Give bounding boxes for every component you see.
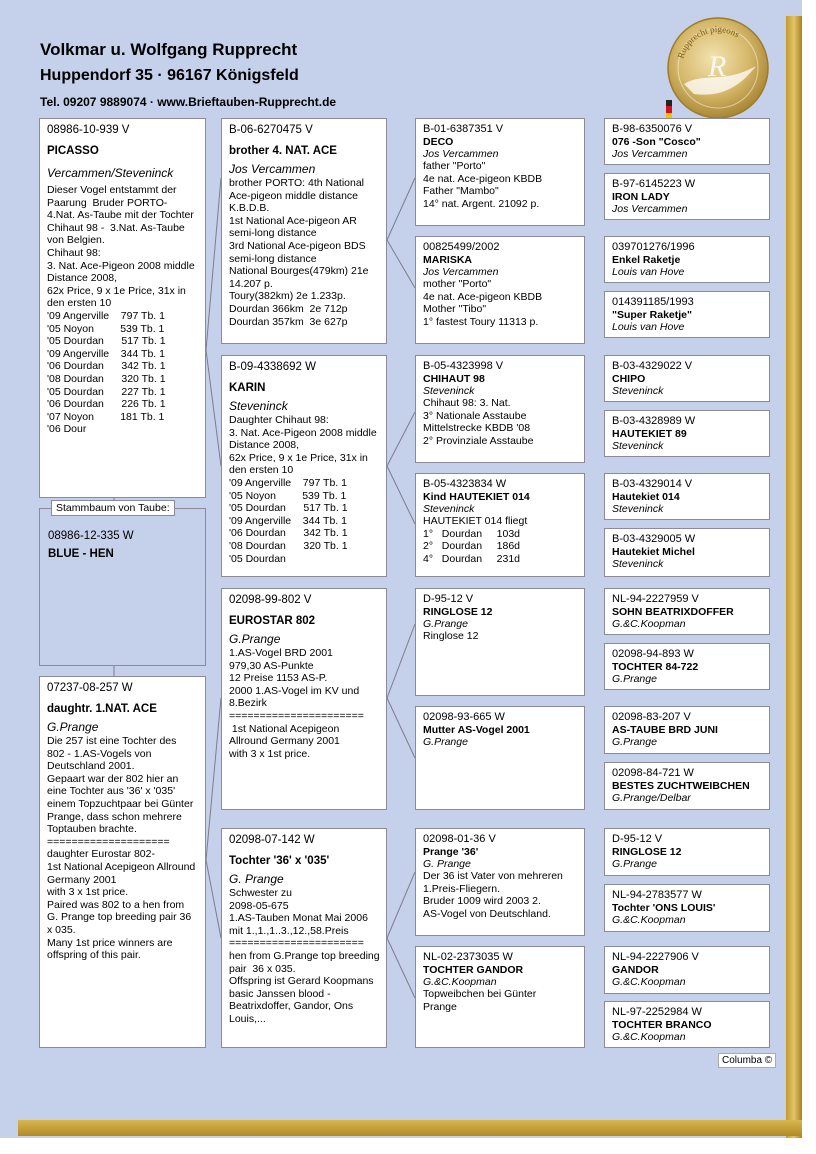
pedigree-of-hen-label: Stammbaum von Taube: [51,500,175,516]
breeder-name: G.Prange [612,858,657,870]
logo-initial: R [708,50,727,83]
breeder-name: Steveninck [423,385,475,397]
breeder-name: G. Prange [423,858,471,870]
bird-name: CHIHAUT 98 [423,373,485,385]
copyright-label: Columba © [718,1053,776,1068]
ring-number: 02098-94-893 W [612,648,694,660]
bird-name: TOCHTER BRANCO [612,1019,712,1031]
ring-number: B-01-6387351 V [423,123,504,135]
bird-name: brother 4. NAT. ACE [229,145,337,157]
breeder-name: Vercammen/Steveninck [47,166,174,180]
loft-owner-title: Volkmar u. Wolfgang Rupprecht [40,40,298,59]
pedigree-gen2-bird[interactable] [221,828,387,1048]
breeder-name: Steveninck [612,385,664,397]
ring-number: 07237-08-257 W [47,682,133,694]
ring-number: B-05-4323834 W [423,478,507,490]
bird-name: daughtr. 1.NAT. ACE [47,703,157,715]
pedigree-gen2-bird[interactable] [221,355,387,577]
bird-description: Dieser Vogel entstammt der Paarung Bruder PORTO- 4.Nat. As-Taube mit der Tochter Chihaut 98 - 3.Nat. As-Taube von Belgien. Chihaut 98: 3. Nat. Ace-Pigeon 2008 middle Distance 2008, 62x Price, 9 x 1e Price, 31x in den ersten 10 '09 Angerville 797 Tb. 1 '05 Noyon 539 Tb. 1 '05 Dourdan 517 Tb. 1 '09 Angerville 344 Tb. 1 '06 Dourdan 342 Tb. 1 '08 Dourdan 320 Tb. 1 '05 Dourdan 227 Tb. 1 '06 Dourdan 226 Tb. 1 '07 Noyon 181 Tb. 1 '06 Dour [47,184,195,436]
ring-number: D-95-12 V [423,593,474,605]
ring-number: 02098-83-207 V [612,711,691,723]
pedigree-gen4-bird[interactable] [604,946,770,994]
breeder-name: G.&C.Koopman [423,976,497,988]
pedigree-main-bird[interactable] [39,118,206,498]
pedigree-gen3-bird[interactable] [415,473,585,577]
pedigree-gen4-bird[interactable] [604,528,770,577]
pedigree-gen4-bird[interactable] [604,643,770,690]
bird-name: Tochter 'ONS LOUIS' [612,902,716,914]
breeder-name: G.Prange [612,673,657,685]
bird-name: Hautekiet Michel [612,546,695,558]
breeder-name: G.Prange/Delbar [612,792,691,804]
bird-description: Chihaut 98: 3. Nat. 3° Nationale Asstaube Mittelstrecke KBDB '08 2° Provinziale Asstaube [423,397,534,447]
bird-description: 1.AS-Vogel BRD 2001 979,30 AS-Punkte 12 Preise 1153 AS-P. 2000 1.AS-Vogel im KV und 8.Bezirk ====================== 1st National Acepigeon Allround Germany 2001 with 3 x 1st price. [229,647,364,760]
bird-name: Enkel Raketje [612,254,681,266]
breeder-name: G.&C.Koopman [612,618,686,630]
ring-number: D-95-12 V [612,833,663,845]
ring-number: 00825499/2002 [423,241,500,253]
breeder-name: G.&C.Koopman [612,914,686,926]
bird-name: Hautekiet 014 [612,491,680,503]
bird-description: Daughter Chihaut 98: 3. Nat. Ace-Pigeon 2008 middle Distance 2008, 62x Price, 9 x 1e Price, 31x in den ersten 10 '09 Angerville 797 Tb. 1 '05 Noyon 539 Tb. 1 '05 Dourdan 517 Tb. 1 '09 Angerville 344 Tb. 1 '06 Dourdan 342 Tb. 1 '08 Dourdan 320 Tb. 1 '05 Dourdan [229,414,377,565]
pedigree-gen4-bird[interactable] [604,355,770,402]
pedigree-gen4-bird[interactable] [604,291,770,338]
bird-name: PICASSO [47,145,99,157]
ring-number: 02098-93-665 W [423,711,505,723]
ring-number: 02098-01-36 V [423,833,496,845]
bird-name: CHIPO [612,373,646,385]
breeder-name: G.Prange [423,618,468,630]
pedigree-gen4-bird[interactable] [604,884,770,932]
pedigree-gen4-bird[interactable] [604,1001,770,1048]
breeder-name: Jos Vercammen [423,148,499,160]
breeder-name: Jos Vercammen [612,203,688,215]
pedigree-gen2-bird[interactable] [221,118,387,344]
ring-number: 08986-12-335 W [48,530,134,542]
bird-description: HAUTEKIET 014 fliegt 1° Dourdan 103d 2° Dourdan 186d 4° Dourdan 231d [423,515,528,565]
logo-text: Rupprecht pigeons [675,23,742,60]
ring-number: NL-02-2373035 W [423,951,513,963]
bird-description: father "Porto" 4e nat. Ace-pigeon KBDB Father "Mambo" 14° nat. Argent. 21092 p. [423,160,543,210]
breeder-name: Louis van Hove [612,321,685,333]
bird-description: Die 257 ist eine Tochter des 802 - 1.AS-Vogels von Deutschland 2001. Gepaart war der 802 hier an eine Tochter aus '36' x '035' einem Topzuchtpaar bei Günter Prange, dass schon mehrere Toptauben brachte. ==================== daughter Eurostar 802- 1st National Acepigeon Allround Germany 2001 with 3 x 1st price. Paired was 802 to a hen from G. Prange top breeding pair 36 x 035. Many 1st price winners are offspring of this pair. [47,735,196,962]
bird-name: TOCHTER GANDOR [423,964,524,976]
bird-description: Topweibchen bei Günter Prange [423,988,537,1013]
bird-name: KARIN [229,382,266,394]
breeder-name: Jos Vercammen [423,266,499,278]
bird-description: Schwester zu 2098-05-675 1.AS-Tauben Monat Mai 2006 mit 1.,1.,1..3.,12.,58.Preis ====================== hen from G.Prange top breeding pair 36 x 035. Offspring ist Gerard Koopmans basic Janssen blood - Beatrixdoffer, Gandor, Ons Louis,... [229,887,380,1025]
breeder-name: Jos Vercammen [612,148,688,160]
ring-number: NL-94-2783577 W [612,889,702,901]
pedigree-gen2-bird[interactable] [221,588,387,810]
pedigree-gen3-bird[interactable] [415,355,585,463]
bird-name: AS-TAUBE BRD JUNI [612,724,718,736]
bird-name: SOHN BEATRIXDOFFER [612,606,734,618]
bird-name: "Super Raketje" [612,309,692,321]
pedigree-gen4-bird[interactable] [604,473,770,520]
ring-number: B-03-4329014 V [612,478,693,490]
bird-name: RINGLOSE 12 [423,606,493,618]
pedigree-gen4-bird[interactable] [604,236,770,283]
bird-name: TOCHTER 84-722 [612,661,699,673]
bird-description: mother "Porto" 4e nat. Ace-pigeon KBDB Mother "Tibo" 1° fastest Toury 11313 p. [423,278,543,328]
ring-number: B-05-4323998 V [423,360,504,372]
pedigree-gen3-bird[interactable] [415,588,585,696]
ring-number: 02098-07-142 W [229,834,315,846]
bird-name: EUROSTAR 802 [229,615,316,627]
bird-name: GANDOR [612,964,659,976]
pedigree-gen3-bird[interactable] [415,118,585,226]
bird-description: brother PORTO: 4th National Ace-pigeon middle distance K.B.D.B. 1st National Ace-pigeon AR semi-long distance 3rd National Ace-pigeon BDS semi-long distance National Bourges(479km) 21e 14.207 p. Toury(382km) 2e 1.233p. Dourdan 366km 2e 712p Dourdan 357km 3e 627p [229,177,369,328]
pedigree-gen3-bird[interactable] [415,706,585,810]
ring-number: NL-94-2227959 V [612,593,699,605]
pedigree-gen4-bird[interactable] [604,173,770,220]
bird-name: BESTES ZUCHTWEIBCHEN [612,780,750,792]
ring-number: B-06-6270475 V [229,124,313,136]
ring-number: 08986-10-939 V [47,124,130,136]
breeder-name: G.Prange [229,632,281,646]
bird-name: MARISKA [423,254,472,266]
ring-number: B-03-4329022 V [612,360,693,372]
breeder-name: G.Prange [47,720,99,734]
breeder-name: Steveninck [229,399,288,413]
bird-name: BLUE - HEN [48,548,114,560]
ring-number: B-97-6145223 W [612,178,696,190]
breeder-name: G.&C.Koopman [612,1031,686,1043]
pedigree-gen4-bird[interactable] [604,410,770,457]
breeder-name: G. Prange [229,872,284,886]
pedigree-gen3-bird[interactable] [415,946,585,1048]
breeder-name: Steveninck [423,503,475,515]
breeder-name: Steveninck [612,440,664,452]
bird-name: HAUTEKIET 89 [612,428,687,440]
breeder-name: Steveninck [612,558,664,570]
breeder-name: Steveninck [612,503,664,515]
bird-name: Mutter AS-Vogel 2001 [423,724,530,736]
ring-number: B-09-4338692 W [229,361,316,373]
breeder-name: Jos Vercammen [229,162,316,176]
bird-name: DECO [423,136,454,148]
ring-number: 02098-84-721 W [612,767,694,779]
breeder-name: G.Prange [423,736,468,748]
bird-name: Prange '36' [423,846,479,858]
pedigree-gen4-bird[interactable] [604,588,770,635]
bird-description: Ringlose 12 [423,630,479,642]
pedigree-dam[interactable] [39,676,206,1048]
ring-number: 014391185/1993 [612,296,694,308]
ring-number: B-98-6350076 V [612,123,693,135]
breeder-name: G.Prange [612,736,657,748]
loft-contact: Tel. 09207 9889074 · www.Brieftauben-Rupprecht.de [40,95,337,109]
breeder-name: G.&C.Koopman [612,976,686,988]
pedigree-gen3-bird[interactable] [415,828,585,936]
loft-address: Huppendorf 35 · 96167 Königsfeld [40,67,299,84]
pedigree-gen4-bird[interactable] [604,762,770,810]
ring-number: B-03-4329005 W [612,533,696,545]
ring-number: 039701276/1996 [612,241,695,253]
ring-number: NL-97-2252984 W [612,1006,702,1018]
pedigree-gen4-bird[interactable] [604,828,770,876]
bird-name: RINGLOSE 12 [612,846,682,858]
bird-name: 076 -Son "Cosco" [612,136,701,148]
pedigree-gen3-bird[interactable] [415,236,585,344]
pedigree-gen4-bird[interactable] [604,706,770,754]
bird-name: IRON LADY [612,191,670,203]
bird-description: Der 36 ist Vater von mehreren 1.Preis-Fliegern. Bruder 1009 wird 2003 2. AS-Vogel von Deutschland. [423,870,563,920]
pedigree-mother-of[interactable] [39,508,206,666]
pedigree-gen4-bird[interactable] [604,118,770,165]
ring-number: 02098-99-802 V [229,594,312,606]
breeder-name: Louis van Hove [612,266,685,278]
ring-number: NL-94-2227906 V [612,951,699,963]
bird-name: Kind HAUTEKIET 014 [423,491,530,503]
bird-name: Tochter '36' x '035' [229,855,330,867]
ring-number: B-03-4328989 W [612,415,696,427]
